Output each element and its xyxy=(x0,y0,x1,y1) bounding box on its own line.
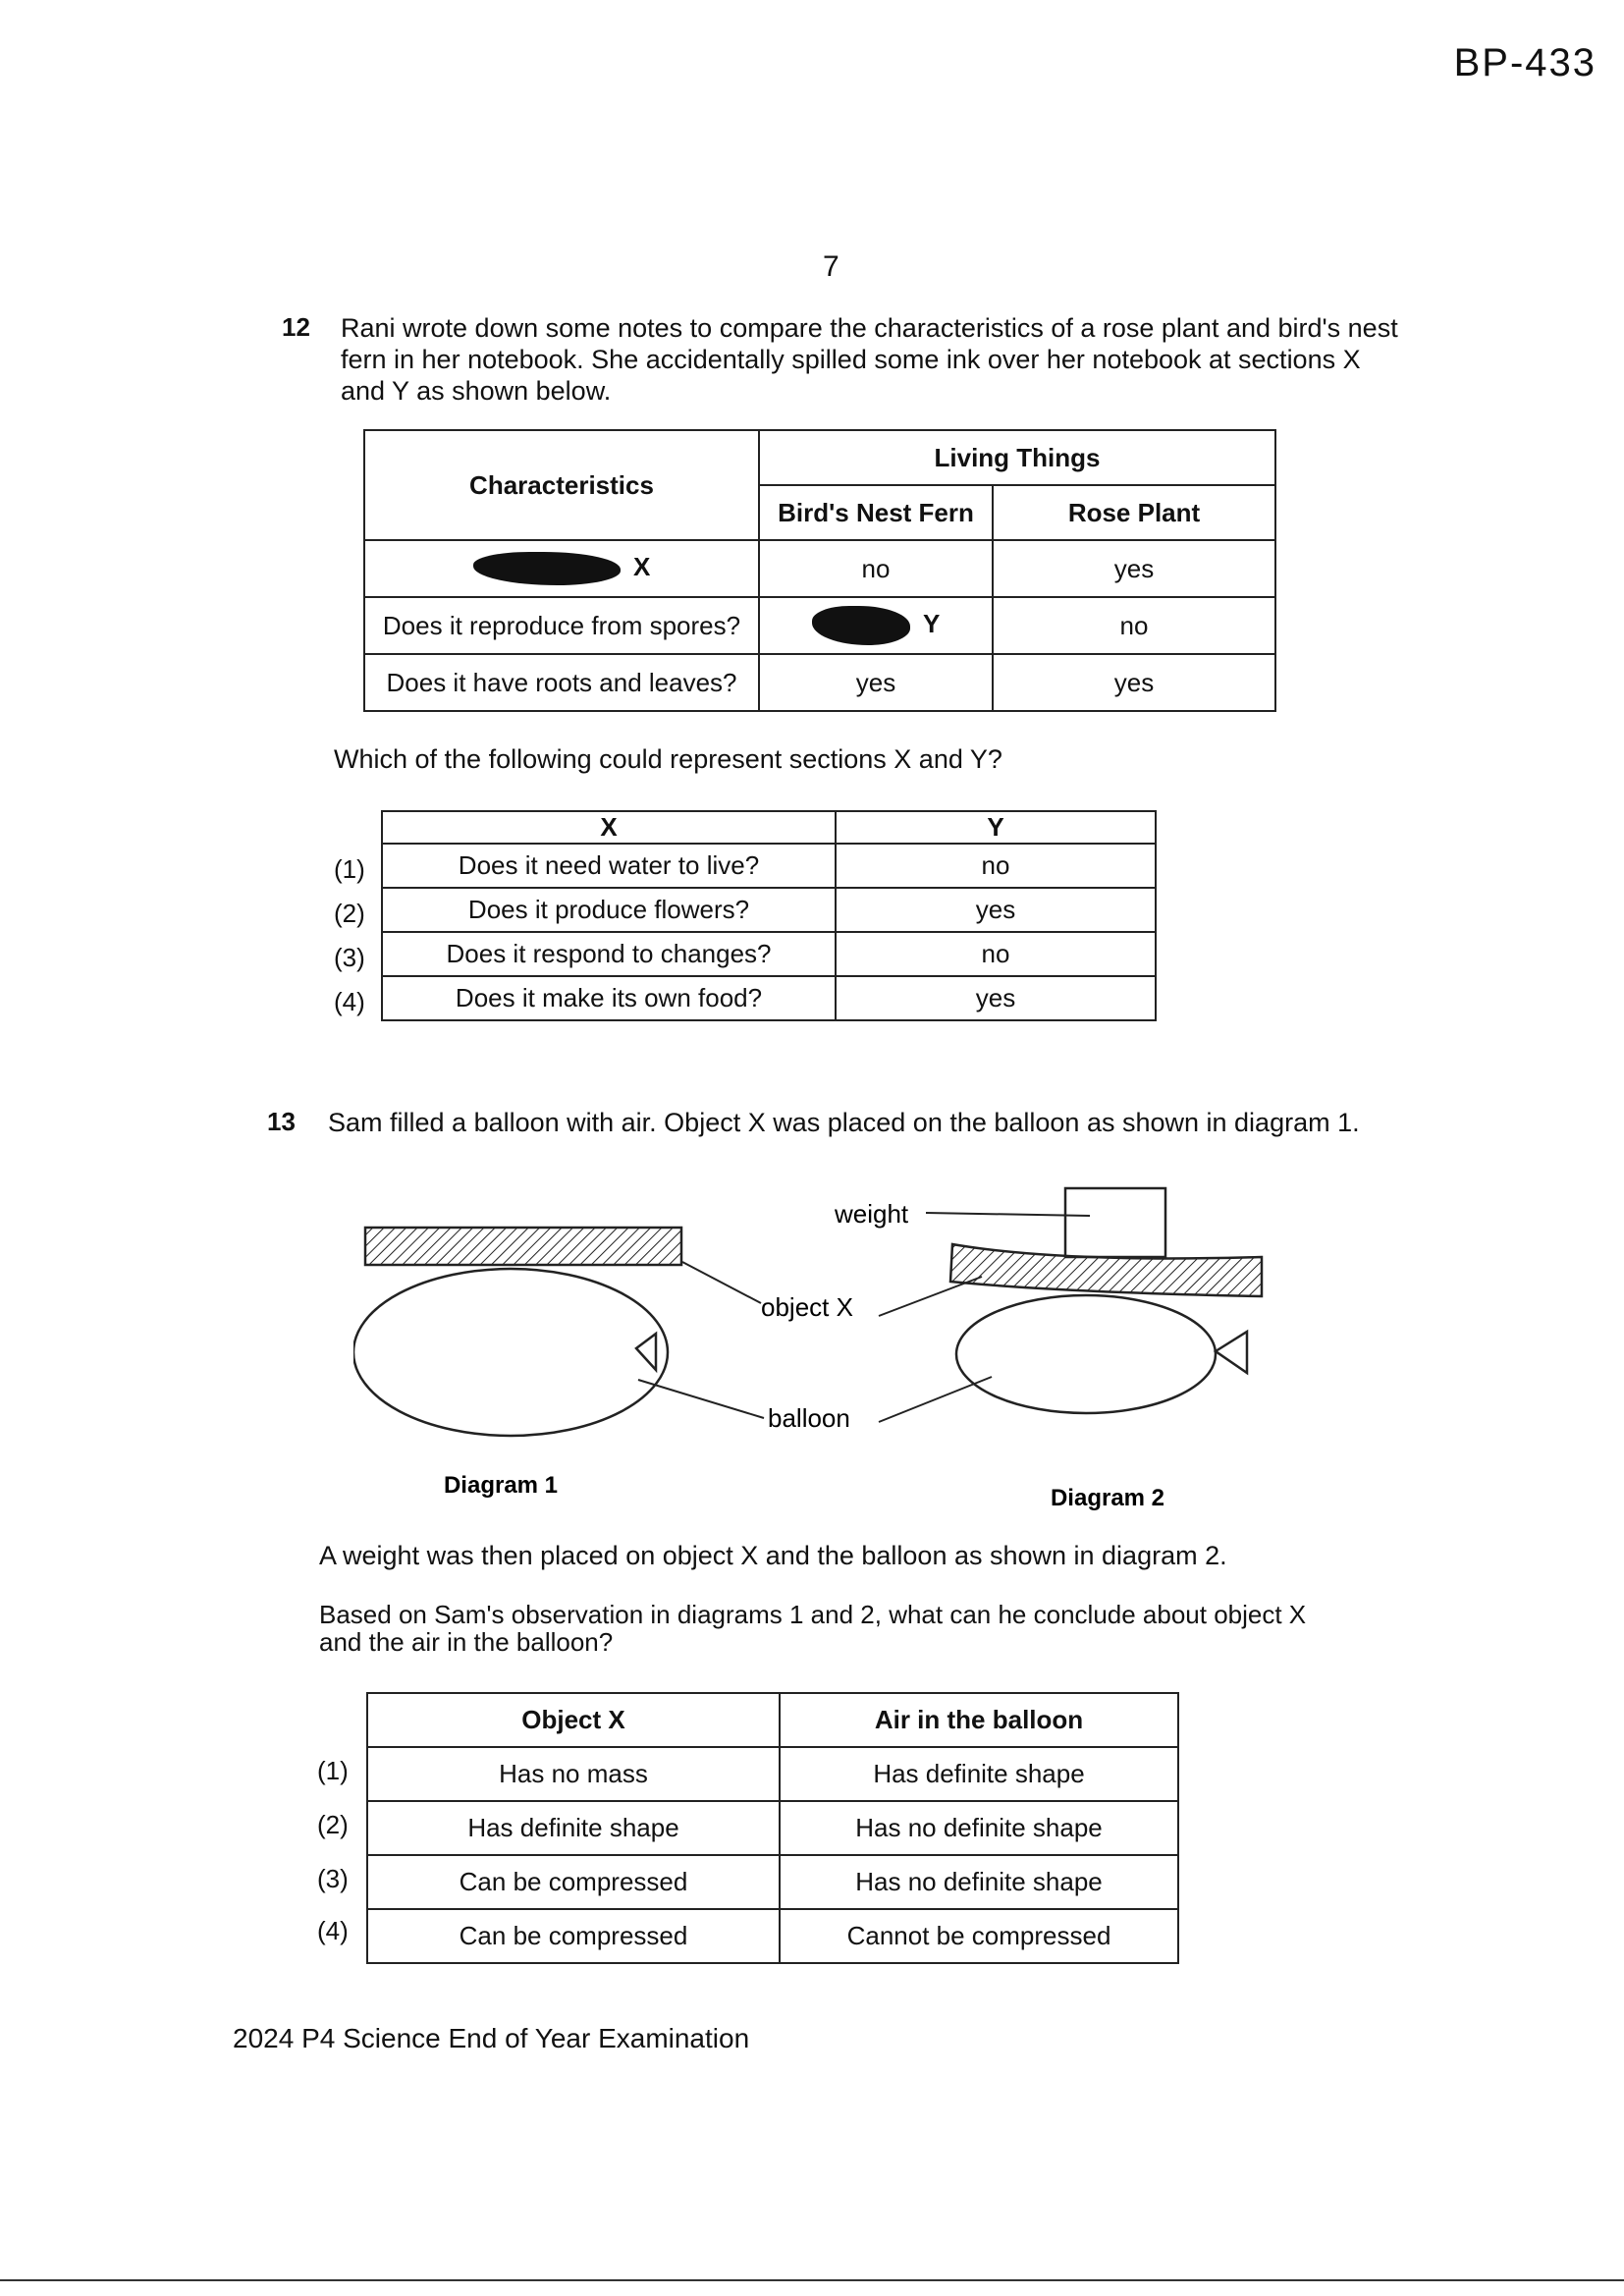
caption-diagram-1: Diagram 1 xyxy=(443,1472,559,1499)
leader-line-balloon xyxy=(638,1380,764,1418)
option-y: yes xyxy=(836,888,1156,932)
question-12-number: 12 xyxy=(282,312,310,342)
option-y: yes xyxy=(836,976,1156,1020)
question-12-prompt: Which of the following could represent sections X and Y? xyxy=(334,744,1002,774)
section-y-label: Y xyxy=(922,608,941,638)
ink-blot-cell-y xyxy=(759,597,993,654)
option-object: Can be compressed xyxy=(367,1855,780,1909)
table-row xyxy=(364,597,1275,654)
option-air: Cannot be compressed xyxy=(780,1909,1178,1963)
page-number: 7 xyxy=(823,250,839,283)
ink-blot xyxy=(473,552,621,585)
fern-value: no xyxy=(759,540,993,597)
leader-line-object xyxy=(682,1262,761,1303)
characteristic-label: Does it have roots and leaves? xyxy=(364,654,759,711)
question-12-text xyxy=(341,312,1398,407)
option-object: Has definite shape xyxy=(367,1801,780,1855)
table-row xyxy=(382,932,1156,976)
question-13-line-2: and the air in the balloon? xyxy=(319,1627,614,1657)
living-things-header: Living Things xyxy=(759,430,1275,485)
question-13-text-3 xyxy=(319,1601,1306,1656)
ink-blot xyxy=(812,606,910,645)
rose-value: yes xyxy=(993,654,1275,711)
options-header-object: Object X xyxy=(367,1693,780,1747)
balloon-diagrams xyxy=(353,1169,1296,1522)
exam-footer: 2024 P4 Science End of Year Examination xyxy=(233,2023,750,2053)
leader-line-object xyxy=(879,1277,982,1316)
option-number: (3) xyxy=(317,1864,349,1893)
option-object: Can be compressed xyxy=(367,1909,780,1963)
option-number: (3) xyxy=(334,943,365,972)
caption-diagram-2: Diagram 2 xyxy=(1050,1485,1165,1511)
balloon-shape xyxy=(353,1269,668,1436)
option-x: Does it produce flowers? xyxy=(382,888,836,932)
option-number: (2) xyxy=(334,899,365,928)
question-12-line-2: fern in her notebook. She accidentally spilled some ink over her notebook at sections X xyxy=(341,345,1361,374)
bottom-rule xyxy=(0,2279,1624,2281)
table-row xyxy=(367,1801,1178,1855)
table-row xyxy=(382,844,1156,888)
option-number: (1) xyxy=(334,854,365,884)
options-header-air: Air in the balloon xyxy=(780,1693,1178,1747)
q13-options-table xyxy=(366,1692,1179,1964)
question-13-number: 13 xyxy=(267,1107,296,1136)
table-row xyxy=(364,654,1275,711)
table-row xyxy=(382,976,1156,1020)
option-air: Has definite shape xyxy=(780,1747,1178,1801)
table-row xyxy=(367,1747,1178,1801)
object-x-plank xyxy=(365,1228,681,1265)
question-13-text: Sam filled a balloon with air. Object X was placed on the balloon as shown in diagram 1. xyxy=(328,1108,1360,1137)
table-row xyxy=(364,540,1275,597)
question-12-line-1: Rani wrote down some notes to compare the characteristics of a rose plant and bird's nest xyxy=(341,313,1398,343)
table-row xyxy=(367,1909,1178,1963)
option-x: Does it need water to live? xyxy=(382,844,836,888)
balloon-knot xyxy=(1216,1332,1247,1373)
rose-plant-header: Rose Plant xyxy=(993,485,1275,540)
section-x-label: X xyxy=(632,551,651,581)
characteristics-header: Characteristics xyxy=(364,430,759,540)
balloon-shape xyxy=(956,1295,1216,1413)
weight-block xyxy=(1065,1188,1165,1257)
characteristic-label: Does it reproduce from spores? xyxy=(364,597,759,654)
characteristics-table xyxy=(363,429,1276,712)
table-row xyxy=(367,1855,1178,1909)
fern-value: yes xyxy=(759,654,993,711)
option-air: Has no definite shape xyxy=(780,1855,1178,1909)
option-x: Does it respond to changes? xyxy=(382,932,836,976)
exam-code: BP-433 xyxy=(1453,41,1597,84)
option-number: (2) xyxy=(317,1810,349,1839)
question-13-line-1: Based on Sam's observation in diagrams 1 and 2, what can he conclude about object X xyxy=(319,1600,1307,1629)
option-x: Does it make its own food? xyxy=(382,976,836,1020)
ink-blot-cell-x xyxy=(364,540,759,597)
question-13-text-2: A weight was then placed on object X and the balloon as shown in diagram 2. xyxy=(319,1541,1227,1570)
rose-value: yes xyxy=(993,540,1275,597)
option-y: no xyxy=(836,932,1156,976)
option-number: (1) xyxy=(317,1756,349,1785)
options-header-y: Y xyxy=(836,811,1156,844)
label-balloon: balloon xyxy=(768,1403,850,1433)
option-number: (4) xyxy=(317,1916,349,1945)
option-number: (4) xyxy=(334,987,365,1016)
option-air: Has no definite shape xyxy=(780,1801,1178,1855)
leader-line-balloon xyxy=(879,1377,992,1422)
table-row xyxy=(382,888,1156,932)
label-weight: weight xyxy=(835,1199,909,1229)
option-y: no xyxy=(836,844,1156,888)
birds-nest-fern-header: Bird's Nest Fern xyxy=(759,485,993,540)
q12-options-table xyxy=(381,810,1157,1021)
options-header-x: X xyxy=(382,811,836,844)
option-object: Has no mass xyxy=(367,1747,780,1801)
question-12-line-3: and Y as shown below. xyxy=(341,376,612,406)
label-object-x: object X xyxy=(761,1292,853,1322)
rose-value: no xyxy=(993,597,1275,654)
